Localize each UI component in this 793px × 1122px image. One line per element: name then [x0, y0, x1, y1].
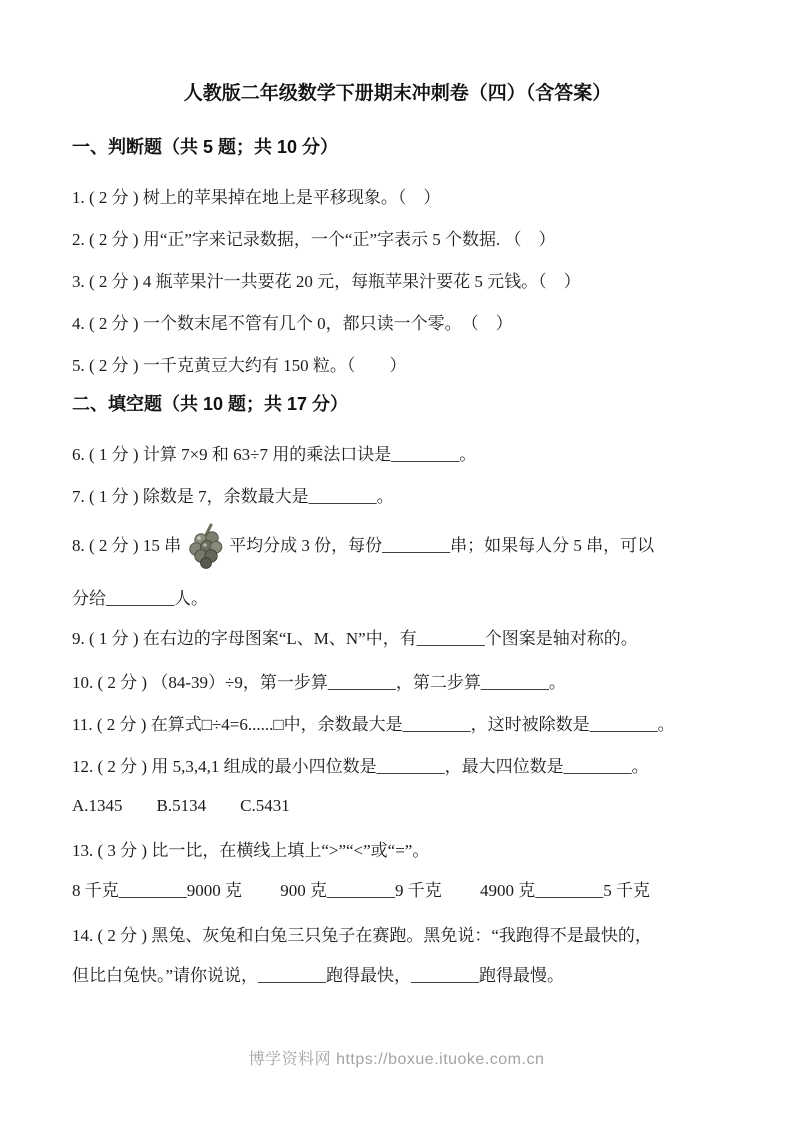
document-content — [0, 84, 793, 986]
question-8-prefix: 8. ( 2 分 ) 15 串 — [72, 536, 182, 555]
question-8 — [72, 523, 723, 569]
question-9: 9. ( 1 分 ) 在右边的字母图案“L、M、N”中，有________个图案是轴对称的。 — [72, 629, 638, 648]
question-3: 3. ( 2 分 ) 4 瓶苹果汁一共要花 20 元，每瓶苹果汁要花 5 元钱。（ ） — [72, 272, 581, 291]
question-7: 7. ( 1 分 ) 除数是 7，余数最大是________。 — [72, 487, 394, 506]
question-12: 12. ( 2 分 ) 用 5,3,4,1 组成的最小四位数是________，最大四位数是________。 — [72, 757, 649, 776]
page-title: 人教版二年级数学下册期末冲刺卷（四）（含答案） — [183, 83, 612, 104]
question-5: 5. ( 2 分 ) 一千克黄豆大约有 150 粒。（ ） — [72, 356, 407, 375]
question-1: 1. ( 2 分 ) 树上的苹果掉在地上是平移现象。（ ） — [72, 188, 441, 207]
question-14-line1: 14. ( 2 分 ) 黑兔、灰兔和白兔三只兔子在赛跑。黑免说：“我跑得不是最快的， — [72, 926, 652, 945]
question-8-line2: 分给________人。 — [72, 589, 208, 608]
question-2: 2. ( 2 分 ) 用“正”字来记录数据，一个“正”字表示 5 个数据. （ ） — [72, 230, 556, 249]
question-13-compare-line: 8 千克________9000 克 900 克________9 千克 4900 克________5 千克 — [72, 881, 650, 900]
question-6: 6. ( 1 分 ) 计算 7×9 和 63÷7 用的乘法口诀是________。 — [72, 445, 477, 464]
question-13: 13. ( 3 分 ) 比一比，在横线上填上“>”“<”或“=”。 — [72, 841, 430, 860]
watermark-footer: 博学资料网 https://boxue.ituoke.com.cn — [248, 1051, 545, 1068]
question-12-options: A.1345 B.5134 C.5431 — [72, 796, 290, 815]
section-1-heading: 一、判断题（共 5 题；共 10 分） — [72, 137, 339, 157]
question-11: 11. ( 2 分 ) 在算式□÷4=6......□中，余数最大是________，这时被除数是________。 — [72, 715, 675, 734]
section-2-heading: 二、填空题（共 10 题；共 17 分） — [72, 394, 349, 414]
grapes-image — [187, 523, 225, 569]
question-10: 10. ( 2 分 ) （84-39）÷9，第一步算________，第二步算________。 — [72, 673, 566, 692]
question-4: 4. ( 2 分 ) 一个数末尾不管有几个 0，都只读一个零。 （ ） — [72, 314, 513, 333]
question-14-line2: 但比白兔快。”请你说说，________跑得最快，________跑得最慢。 — [72, 966, 565, 985]
question-8-suffix: 平均分成 3 份，每份________串；如果每人分 5 串，可以 — [229, 536, 655, 555]
